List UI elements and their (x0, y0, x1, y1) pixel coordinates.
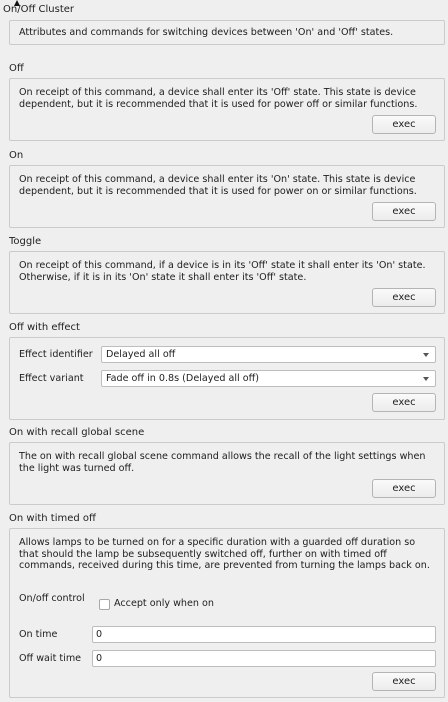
effect-variant-select[interactable] (101, 370, 436, 387)
on-with-timed-off-exec-button[interactable]: exec (372, 672, 436, 691)
on-with-recall-title: On with recall global scene (9, 427, 145, 438)
accept-only-when-on-label[interactable]: Accept only when on (114, 598, 214, 609)
off-command-description: On receipt of this command, a device shall enter its 'Off' state. This state is device dependent, but it is recommended that it is used for power off or similar functions. (19, 87, 418, 110)
effect-identifier-select[interactable] (101, 346, 436, 363)
off-exec-button[interactable]: exec (372, 115, 436, 134)
toggle-command-description: On receipt of this command, if a device is in its 'Off' state it shall enter its 'On' state. Otherwise, if it is in its 'On' state it shall enter its 'Off' state. (19, 260, 426, 283)
toggle-exec-button[interactable]: exec (372, 288, 436, 307)
off-with-effect-group (9, 337, 445, 420)
on-with-timed-off-group (9, 528, 445, 698)
on-time-label: On time (19, 629, 58, 640)
off-with-effect-title: Off with effect (9, 322, 80, 333)
on-exec-button[interactable]: exec (372, 202, 436, 221)
effect-variant-value: Fade off in 0.8s (Delayed all off) (106, 373, 259, 384)
off-wait-time-label: Off wait time (19, 653, 82, 664)
on-command-group (9, 165, 445, 228)
accept-only-when-on-checkbox[interactable] (99, 599, 110, 610)
effect-identifier-label: Effect identifier (19, 349, 93, 360)
cluster-description-group (9, 20, 445, 45)
on-command-description: On receipt of this command, a device shall enter its 'On' state. This state is device dependent, but it is recommended that it is used for power on or similar functions. (19, 174, 417, 197)
on-with-timed-off-description: Allows lamps to be turned on for a specific duration with a guarded off duration so that should the lamp be subsequently switched off, further on with timed off commands, received during this time, are prevented from turning the lamps back on. (19, 537, 430, 572)
onoff-control-label: On/off control (19, 593, 85, 604)
chevron-down-icon (423, 353, 429, 357)
cluster-description: Attributes and commands for switching devices between 'On' and 'Off' states. (19, 27, 394, 38)
off-wait-time-input[interactable] (92, 650, 436, 667)
on-command-title: On (9, 150, 24, 161)
on-with-recall-exec-button[interactable]: exec (372, 479, 436, 498)
on-with-timed-off-title: On with timed off (9, 513, 96, 524)
chevron-down-icon (423, 377, 429, 381)
toggle-command-title: Toggle (9, 236, 42, 247)
on-time-input[interactable] (92, 626, 436, 643)
toggle-command-group (9, 251, 445, 314)
off-command-title: Off (9, 63, 24, 74)
effect-identifier-value: Delayed all off (106, 349, 176, 360)
on-with-recall-group (9, 442, 445, 505)
on-with-recall-description: The on with recall global scene command allows the recall of the light settings when the light was turned off. (19, 451, 426, 474)
effect-variant-label: Effect variant (19, 373, 84, 384)
cluster-title: On/Off Cluster (3, 4, 75, 15)
off-command-group (9, 78, 445, 141)
off-with-effect-exec-button[interactable]: exec (372, 393, 436, 412)
